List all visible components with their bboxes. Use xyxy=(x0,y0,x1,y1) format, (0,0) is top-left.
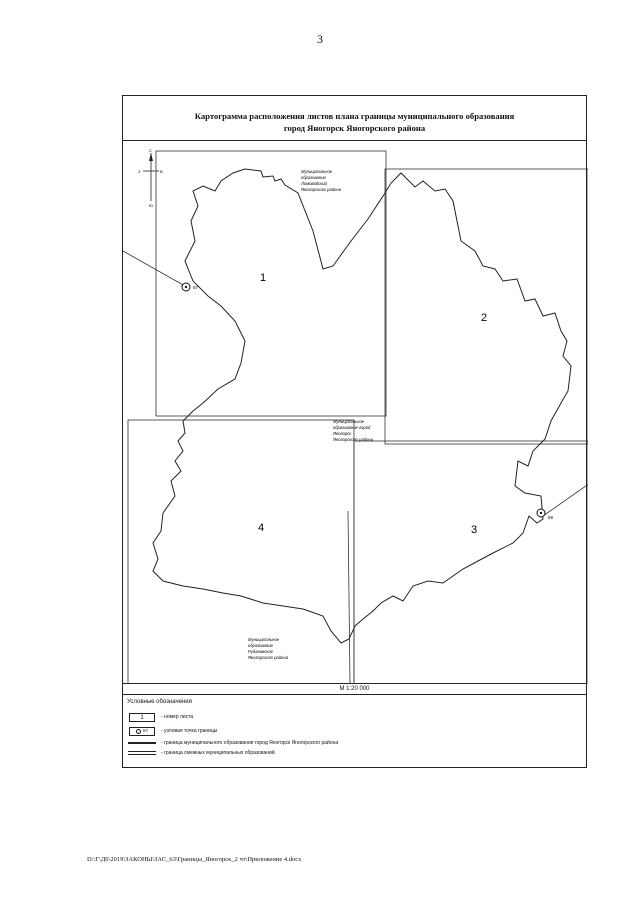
map-scale: М 1:20 000 xyxy=(339,686,370,692)
bold-line-symbol xyxy=(128,742,156,744)
svg-text:Рудановское: Рудановское xyxy=(248,649,273,654)
adjacent-boundary-south xyxy=(348,511,350,684)
svg-text:В: В xyxy=(160,169,163,174)
map-area xyxy=(123,141,586,684)
boundary-point-69-label: 69 xyxy=(548,515,554,520)
svg-text:образование: образование xyxy=(248,643,273,648)
svg-text:З: З xyxy=(138,169,141,174)
svg-text:Муниципальное: Муниципальное xyxy=(301,169,333,174)
svg-text:образование: образование xyxy=(301,175,326,180)
svg-text:Муниципальное: Муниципальное xyxy=(333,419,365,424)
sheet-4-frame xyxy=(128,420,354,684)
sheet-number-symbol: 1 xyxy=(129,713,155,722)
svg-text:Яногорского района: Яногорского района xyxy=(333,437,374,442)
adjacent-boundary-east xyxy=(543,481,588,516)
svg-text:Ломовадский: Ломовадский xyxy=(301,181,327,186)
adjacent-boundary-west xyxy=(123,251,185,286)
svg-text:Муниципальное: Муниципальное xyxy=(248,637,280,642)
nodal-point-symbol-label: 67 xyxy=(142,728,148,733)
svg-text:Ю: Ю xyxy=(149,203,154,208)
page-number: 3 xyxy=(317,32,323,46)
map-title-line1: Картограмма расположения листов плана границы муниципального образования xyxy=(194,111,515,121)
municipality-boundary xyxy=(153,169,571,643)
svg-text:Яногорского района: Яногорского района xyxy=(248,655,289,660)
nodal-point-symbol xyxy=(129,727,155,736)
svg-text:Яногорского района: Яногорского района xyxy=(301,187,342,192)
legend-item-sheet-number-text: - номер листа xyxy=(161,714,194,720)
sheet-number-4: 4 xyxy=(258,522,265,534)
footer-file-path: D:\Г\Д6\2019\ЗАКОНЫ\ЗАС_63\Границы_Яногорск_2 чт\Приложение 4.docx xyxy=(87,856,302,863)
legend-item-nodal-point xyxy=(127,725,217,737)
municipality-label-rudanovskoe xyxy=(247,637,289,660)
svg-text:образование город: образование город xyxy=(333,425,371,430)
boundary-point-67-label: 67 xyxy=(193,285,199,290)
boundary-point-69-dot xyxy=(540,512,542,514)
municipality-label-lomovadsky xyxy=(300,169,342,192)
municipality-label-yanogorsk xyxy=(332,419,374,442)
legend xyxy=(123,694,586,769)
boundary-map xyxy=(123,141,588,684)
svg-text:С: С xyxy=(149,148,152,153)
boundary-point-67-dot xyxy=(185,286,187,288)
sheet-2-frame xyxy=(385,169,588,444)
sheet-3-frame xyxy=(354,441,588,684)
north-arrow-icon xyxy=(138,148,163,208)
sheet-number-1: 1 xyxy=(260,272,267,284)
map-title-line2: город Яногорск Яногорского района xyxy=(283,123,426,133)
legend-item-adjacent-boundary xyxy=(127,747,275,759)
legend-item-adjacent-boundary-text: - граница смежных муниципальных образований xyxy=(161,750,275,756)
map-frame xyxy=(122,95,587,768)
sheet-number-3: 3 xyxy=(471,524,478,536)
legend-item-sheet-number xyxy=(127,711,193,723)
map-title xyxy=(123,96,586,141)
sheet-number-2: 2 xyxy=(481,312,488,324)
double-line-symbol xyxy=(128,751,156,755)
sheet-1-frame xyxy=(156,151,386,416)
legend-item-nodal-point-text: - узловая точка границы xyxy=(161,728,218,734)
svg-text:Яногорск: Яногорск xyxy=(333,431,352,436)
legend-item-municipal-boundary-text: - граница муниципального образования город Яногорск Яногорского района xyxy=(161,740,339,746)
legend-title: Условные обозначения xyxy=(127,699,192,705)
circle-dot-icon xyxy=(136,729,141,734)
